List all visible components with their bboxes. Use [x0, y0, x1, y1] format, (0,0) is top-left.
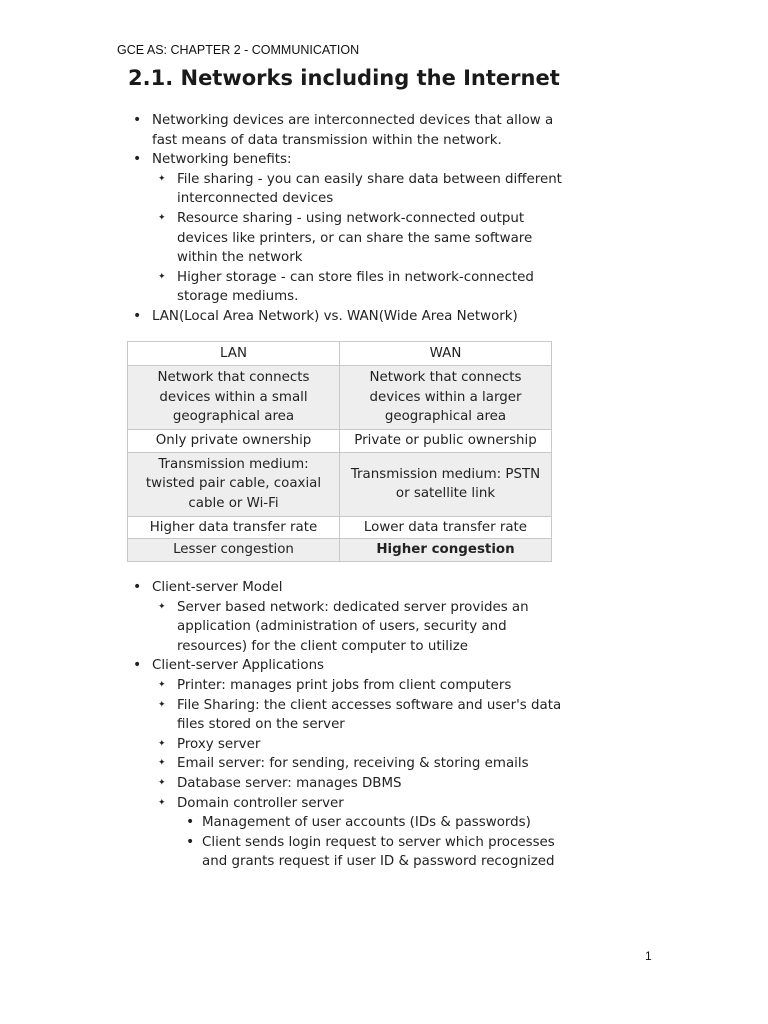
- list-item: [152, 656, 572, 872]
- list-item-text: Networking devices are interconnected devices that allow a fast means of data transmission within the network.: [152, 113, 554, 148]
- sub-list-item: ✦ Printer: manages print jobs from client computers: [177, 676, 572, 696]
- sub-sub-list: [202, 813, 572, 872]
- table-cell: Transmission medium: PSTN or satellite link: [340, 452, 552, 516]
- bullet-list-bottom: [152, 578, 572, 872]
- table-cell: Transmission medium: twisted pair cable, coaxial cable or Wi-Fi: [128, 452, 340, 516]
- table-cell: Higher data transfer rate: [128, 516, 340, 539]
- list-item: [152, 111, 572, 150]
- table-cell: Network that connects devices within a larger geographical area: [340, 366, 552, 430]
- list-item-text: Client-server Model: [152, 580, 283, 595]
- table-cell: Private or public ownership: [340, 430, 552, 453]
- lan-wan-table: [127, 341, 552, 562]
- sub-list-item: ✦ Email server: for sending, receiving & storing emails: [177, 754, 572, 774]
- table-cell: Higher congestion: [340, 539, 552, 562]
- sub-list-item: ✦ File Sharing: the client accesses software and user's data files stored on the server: [177, 696, 572, 735]
- page-number: 1: [645, 949, 652, 963]
- sub-list-item: ✦ Database server: manages DBMS: [177, 774, 572, 794]
- sub-list-item: ✦ Server based network: dedicated server provides an application (administration of users, security and resources) for the client computer to utilize: [177, 598, 572, 657]
- list-item: [152, 150, 572, 307]
- sub-list-item: ✦ File sharing - you can easily share data between different interconnected devices: [177, 170, 572, 209]
- table-header-cell: LAN: [128, 342, 340, 366]
- sub-list-item: ✦ Resource sharing - using network-connected output devices like printers, or can share the same software within the network: [177, 209, 572, 268]
- table-cell: Only private ownership: [128, 430, 340, 453]
- list-item-text: LAN(Local Area Network) vs. WAN(Wide Area Network): [152, 308, 518, 324]
- table-row: [128, 430, 552, 453]
- sub-list-item: ✦ Higher storage - can store files in network-connected storage mediums.: [177, 268, 572, 307]
- bullet-list-top: [152, 111, 572, 327]
- list-item: [152, 578, 572, 656]
- table-cell: Lower data transfer rate: [340, 516, 552, 539]
- sub-sub-list-item: • Management of user accounts (IDs & passwords): [202, 813, 572, 833]
- table-header-row: [128, 342, 552, 366]
- sub-list: [177, 676, 572, 872]
- sub-sub-list-item: • Client sends login request to server which processes and grants request if user ID & password recognized: [202, 833, 572, 872]
- table-cell: Lesser congestion: [128, 539, 340, 562]
- sub-list: [177, 170, 572, 307]
- sub-list-item-text: Domain controller server: [177, 795, 344, 811]
- page-header: GCE AS: CHAPTER 2 - COMMUNICATION: [117, 43, 360, 57]
- section-title: 2.1. Networks including the Internet: [128, 66, 560, 90]
- table-header-cell: WAN: [340, 342, 552, 366]
- table-row: [128, 366, 552, 430]
- list-item-text: Client-server Applications: [152, 658, 325, 674]
- list-item-text: Networking benefits:: [152, 152, 292, 168]
- sub-list-item: [177, 794, 572, 872]
- list-item: [152, 307, 572, 327]
- table-row: [128, 539, 552, 562]
- sub-list: [177, 598, 572, 657]
- table-row: [128, 516, 552, 539]
- sub-list-item: ✦ Proxy server: [177, 735, 572, 755]
- table-cell: Network that connects devices within a small geographical area: [128, 366, 340, 430]
- table-row: [128, 452, 552, 516]
